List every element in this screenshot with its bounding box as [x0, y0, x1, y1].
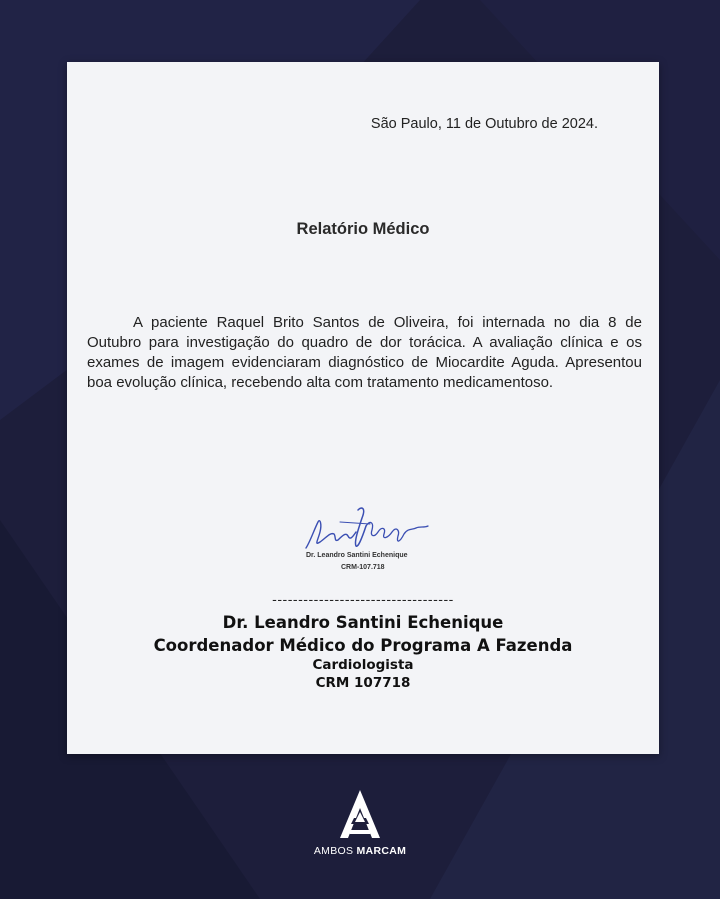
ambos-marcam-logo-icon	[338, 788, 382, 840]
document-title: Relatório Médico	[296, 220, 430, 238]
brand-name-light: AMBOS	[313, 845, 354, 857]
signature-divider: -----------------------------------	[272, 593, 454, 608]
doctor-name: Dr. Leandro Santini Echenique	[222, 613, 504, 632]
document-body: A paciente Raquel Brito Santos de Oliveira, foi internada no dia 8 de Outubro para investigação do quadro de dor torácica. A avaliação clínica e os exames de imagem evidenciaram diagnóstico de Miocardite Aguda. Apresentou boa evolução clínica, recebendo alta com tratamento medicamentoso.	[87, 314, 642, 391]
signature-stamp	[300, 502, 440, 578]
doctor-crm: CRM 107718	[315, 675, 411, 691]
brand-name	[310, 845, 410, 857]
brand-logo	[310, 788, 410, 858]
handwritten-signature	[300, 502, 440, 554]
doctor-specialty: Cardiologista	[312, 657, 414, 673]
medical-report-document	[67, 62, 659, 754]
document-date: São Paulo, 11 de Outubro de 2024.	[370, 116, 598, 132]
stamp-doctor-name: Dr. Leandro Santini Echenique	[306, 552, 408, 559]
stamp-crm: CRM-107.718	[341, 564, 385, 571]
brand-name-bold: MARCAM	[356, 845, 407, 857]
doctor-role: Coordenador Médico do Programa A Fazenda	[153, 636, 573, 655]
